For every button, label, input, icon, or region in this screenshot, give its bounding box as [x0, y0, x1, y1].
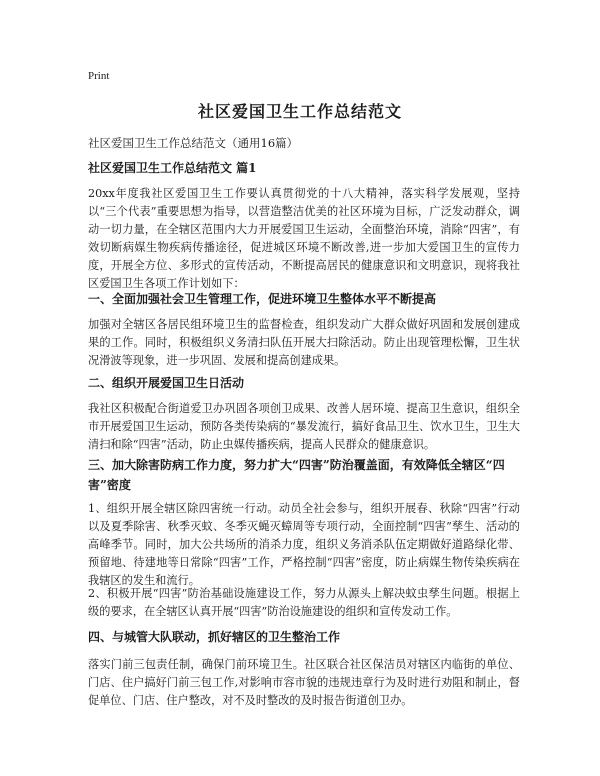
- subtitle: 社区爱国卫生工作总结范文（通用16篇）: [88, 136, 299, 150]
- article-heading: 社区爱国卫生工作总结范文 篇1: [88, 161, 257, 175]
- page-title: 社区爱国卫生工作总结范文: [197, 102, 402, 121]
- section-heading-2: 二、组织开展爱国卫生日活动: [88, 376, 245, 390]
- section-heading-3: 三、加大除害防病工作力度，努力扩大“四害”防治覆盖面，有效降低全辖区“四害”密度: [88, 458, 505, 492]
- section-1-paragraph: 加强对全辖区各居民组环境卫生的监督检查，组织发动广大群众做好巩固和发展创建成果的工作。同时，积极组织义务清扫队伍开展大扫除活动。防止出现管理松懈，卫生状况滑波等现象，进一步巩固、发展和提高创建成果。: [88, 318, 520, 367]
- print-label[interactable]: Print: [88, 70, 110, 82]
- section-2-paragraph: 我社区积极配合街道爱卫办巩固各项创卫成果、改善人居环境、提高卫生意识，组织全市开展爱国卫生运动，预防各类传染病的“暴发流行，搞好食品卫生、饮水卫生，卫生大清扫和除“四害”活动，防止虫媒传播疾病，提高人民群众的健康意识。: [88, 402, 520, 451]
- section-heading-1: 一、全面加强社会卫生管理工作，促进环境卫生整体水平不断提高: [88, 292, 437, 306]
- section-heading-4: 四、与城管大队联动，抓好辖区的卫生整治工作: [88, 630, 341, 644]
- section-4-paragraph: 落实门前三包责任制，确保门前环境卫生。社区联合社区保洁员对辖区内临街的单位、门店、住户搞好门前三包工作,对影响市容市貌的违规违章行为及时进行劝阻和制止，督促单位、门店、住户整改，对不及时整改的及时报告街道创卫办。: [88, 658, 520, 707]
- section-3-paragraph-2: 2、积极开展“四害”防治基础设施建设工作，努力从源头上解决蚊虫孳生问题。根据上级的要求，在全辖区认真开展“四害”防治设施建设的组织和宣传发动工作。: [88, 587, 520, 618]
- intro-paragraph: 20xx年度我社区爱国卫生工作要认真贯彻党的十八大精神，落实科学发展观，坚持以“三个代表”重要思想为指导，以营造整洁优美的社区环境为目标，广泛发动群众，调动一切力量，在全辖区范围内大力开展爱国卫生运动，全面整治环境，消除“四害”，有效切断病媒生物疾病传播途径，促进城区环境不断改善,进一步加大爱国卫生的宣传力度，开展全方位、多形式的宣传活动，不断提高居民的健康意识和文明意识，现将我社区爱国卫生各项工作计划如下：: [88, 187, 520, 290]
- section-3-paragraph-1: 1、组织开展全辖区除四害统一行动。动员全社会参与，组织开展春、秋除“四害”行动以及夏季除害、秋季灭蚊、冬季灭蝇灭蟑周等专项行动，全面控制“四害”孳生、活动的高峰季节。同时，加大公共场所的消杀力度，组织义务消杀队伍定期做好道路绿化带、预留地、待建地等日常除“四害”工作，严格控制“四害”密度，防止病媒生物传染疾病在我辖区的发生和流行。: [88, 502, 520, 587]
